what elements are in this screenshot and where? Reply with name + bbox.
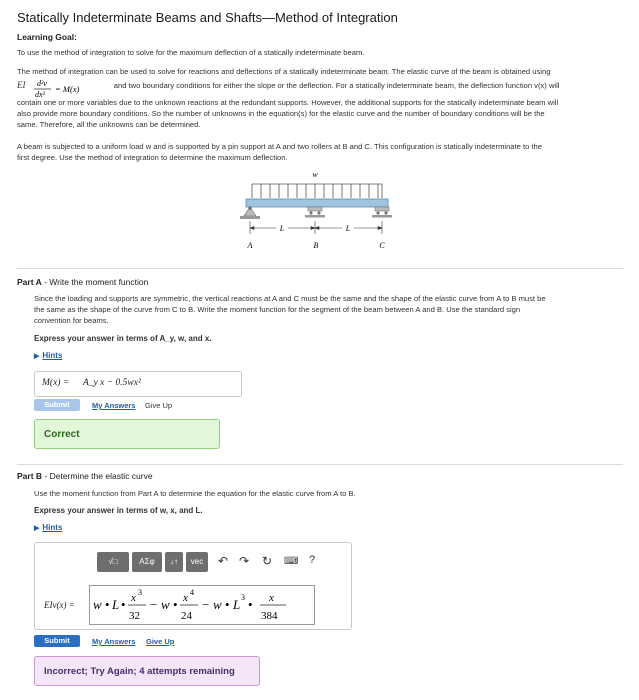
learning-goal-text: To use the method of integration to solve for the maximum deflection of a statically indeterminate beam.	[17, 48, 365, 57]
part-a-hints-link[interactable]	[34, 351, 62, 360]
support-label-c: C	[379, 241, 385, 250]
roller-support-b	[305, 207, 325, 218]
part-b-submit-button[interactable]: Submit	[34, 635, 80, 647]
part-a-desc-3: convention for beams.	[34, 316, 109, 325]
undo-icon[interactable]: ↶	[218, 554, 229, 568]
pin-support-a	[240, 206, 260, 219]
part-a-hints-label: Hints	[42, 351, 63, 360]
svg-text:4: 4	[190, 588, 194, 597]
part-b-label: Part B	[17, 471, 43, 481]
keyboard-icon[interactable]: ⌨	[284, 556, 299, 567]
svg-text:x: x	[269, 592, 274, 604]
divider	[17, 464, 623, 465]
vector-button[interactable]: vec	[186, 552, 208, 572]
intro-line-3: contain one or more variables due to the unknown reactions at the redundant supports. However, the additional supports for the statically indeterminate beam will	[17, 98, 559, 107]
intro-line-1: The method of integration can be used to solve for reactions and deflections of a statically indeterminate beam. The elastic curve of the beam is obtained using	[17, 67, 551, 76]
part-b-answer-input[interactable]	[89, 585, 315, 625]
part-b-answer-render	[90, 586, 314, 624]
svg-text:384: 384	[261, 610, 278, 622]
svg-text:L: L	[112, 597, 120, 612]
part-b-my-answers-link[interactable]: My Answers	[92, 637, 136, 646]
svg-text:•: •	[105, 597, 110, 612]
svg-text:3: 3	[241, 593, 245, 602]
part-b-express: Express your answer in terms of w, x, and L.	[34, 506, 203, 515]
part-b-answer-value	[90, 586, 105, 587]
svg-text:3: 3	[138, 588, 142, 597]
load-label: w	[312, 170, 318, 179]
part-b-math-editor	[34, 542, 352, 630]
part-b-heading	[17, 471, 153, 481]
divider	[17, 268, 623, 269]
svg-text:x: x	[183, 592, 188, 604]
svg-text:−: −	[202, 597, 210, 612]
svg-text:24: 24	[181, 610, 192, 622]
support-label-b: B	[313, 241, 319, 250]
uniform-load	[252, 184, 382, 198]
svg-text:−: −	[150, 597, 158, 612]
page-title: Statically Indeterminate Beams and Shafts—Method of Integration	[17, 10, 398, 25]
part-b-desc: Use the moment function from Part A to determine the equation for the elastic curve from A to B.	[34, 489, 356, 498]
part-b-hints-label: Hints	[42, 523, 63, 532]
part-a-give-up-link[interactable]: Give Up	[145, 401, 173, 410]
roller-support-c	[372, 207, 392, 218]
svg-text:dx²: dx²	[34, 90, 45, 99]
svg-text:w: w	[213, 597, 222, 612]
part-a-feedback: Correct	[34, 419, 220, 449]
part-a-heading	[17, 277, 148, 287]
caret-right-icon: ▶	[34, 525, 40, 532]
svg-text:•: •	[248, 597, 253, 612]
part-a-answer-lhs: M(x) =	[42, 378, 70, 388]
svg-text:w: w	[161, 597, 170, 612]
part-a-label: Part A	[17, 277, 42, 287]
svg-text:32: 32	[129, 610, 140, 622]
beam-figure	[230, 166, 400, 258]
svg-text:x: x	[131, 592, 136, 604]
svg-text:w: w	[93, 597, 102, 612]
svg-text:= M(x): = M(x)	[54, 84, 80, 94]
templates-button[interactable]: √□	[97, 552, 129, 572]
part-a-title: - Write the moment function	[41, 277, 149, 287]
part-b-hints-link[interactable]	[34, 523, 62, 532]
math-toolbar	[97, 552, 319, 572]
reset-icon[interactable]: ↻	[262, 554, 273, 568]
part-b-answer-lhs: EIv(x) =	[44, 600, 75, 610]
svg-text:•: •	[173, 597, 178, 612]
part-b-feedback: Incorrect; Try Again; 4 attempts remaining	[34, 656, 260, 686]
part-b-give-up-link[interactable]: Give Up	[146, 637, 175, 646]
part-a-answer-value: A_y x − 0.5wx²	[83, 378, 141, 388]
ei-symbol: EI	[17, 80, 26, 90]
subscript-superscript-button[interactable]: ↓↑	[165, 552, 183, 572]
learning-goal-heading: Learning Goal:	[17, 32, 77, 42]
dimension-lines	[250, 221, 382, 234]
span-label-1: L	[279, 224, 285, 233]
svg-text:L: L	[233, 597, 241, 612]
redo-icon[interactable]: ↷	[239, 554, 250, 568]
part-a-my-answers-link[interactable]: My Answers	[92, 401, 136, 410]
support-label-a: A	[247, 241, 253, 250]
part-a-desc-2: the same as the shape of the curve from C to B. Write the moment function for the segment of the beam between A and B. Use the standard sign	[34, 305, 521, 314]
symbols-button[interactable]: AΣφ	[132, 552, 162, 572]
svg-text:d²v: d²v	[36, 79, 47, 88]
intro-line-5: same. Therefore, all the unknowns can be determined.	[17, 120, 201, 129]
part-a-submit-button[interactable]: Submit	[34, 399, 80, 411]
part-a-desc-1: Since the loading and supports are symmetric, the vertical reactions at A and C must be the same and the shape of the elastic curve from A to B must be	[34, 294, 546, 303]
svg-text:•: •	[121, 597, 126, 612]
part-b-title: - Determine the elastic curve	[42, 471, 153, 481]
intro-line-4: also provide more boundary conditions. So the number of unknowns in the equation(s) for the elastic curve and the number of boundary conditions will be the	[17, 109, 545, 118]
problem-line-1: A beam is subjected to a uniform load w and is supported by a pin support at A and two rollers at B and C. This configuration is statically indeterminate to the	[17, 142, 542, 151]
caret-right-icon: ▶	[34, 353, 40, 360]
problem-line-2: first degree. Use the method of integration to determine the maximum deflection.	[17, 153, 288, 162]
svg-text:•: •	[225, 597, 230, 612]
intro-line-2-text: and two boundary conditions for either the slope or the deflection. For a statically indeterminate beam, the deflection function v(x) will	[113, 81, 560, 90]
part-a-express: Express your answer in terms of A_y, w, and x.	[34, 334, 212, 343]
span-label-2: L	[345, 224, 351, 233]
part-a-answer-box[interactable]	[34, 371, 242, 397]
beam	[246, 199, 388, 207]
help-icon[interactable]: ?	[309, 554, 316, 566]
